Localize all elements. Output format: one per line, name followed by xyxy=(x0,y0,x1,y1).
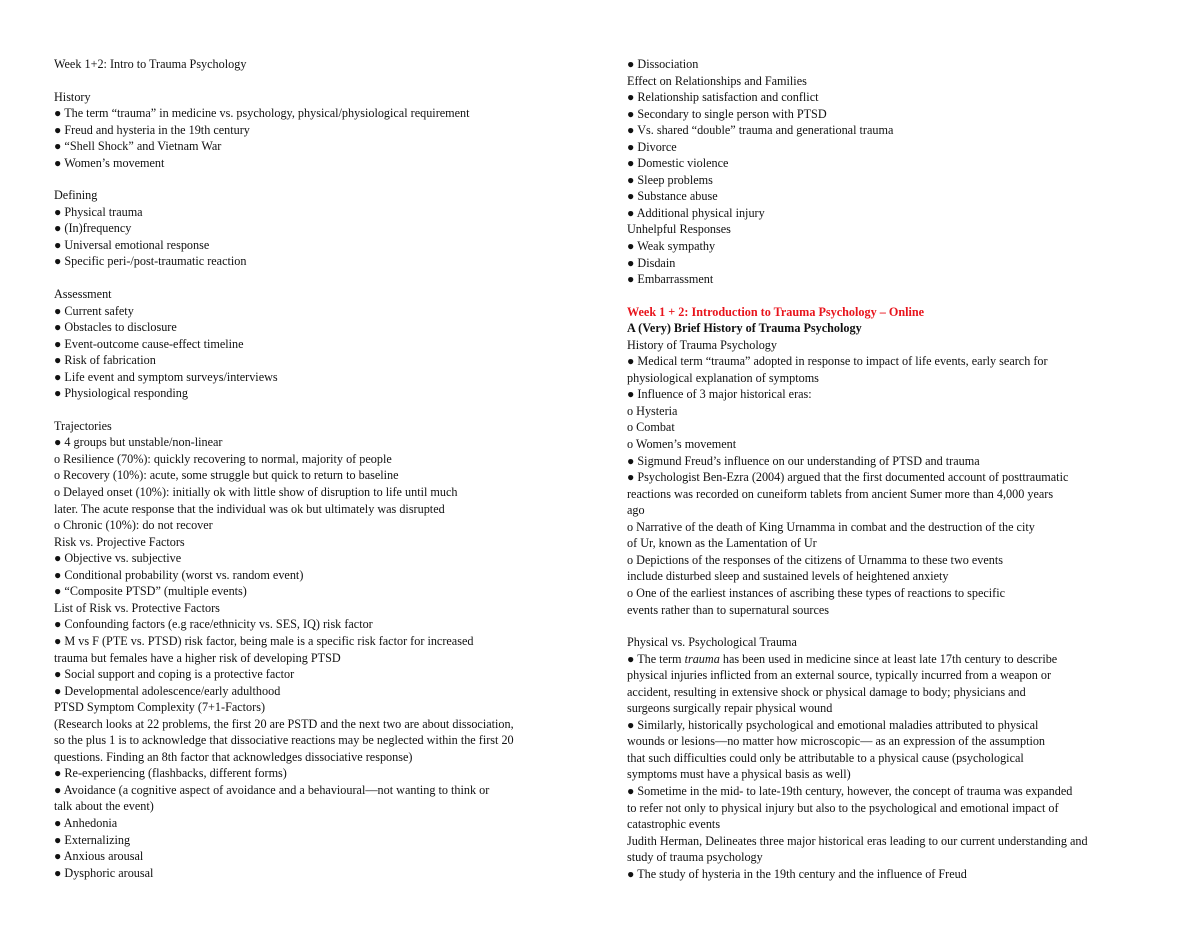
text-line: that such difficulties could only be attributable to a physical cause (psychological xyxy=(627,750,1024,765)
text-line: ● Substance abuse xyxy=(627,189,718,204)
text-line: History xyxy=(54,89,91,104)
text-line: ● Social support and coping is a protective factor xyxy=(54,667,295,682)
text-line: study of trauma psychology xyxy=(627,850,763,865)
text-line: symptoms must have a physical basis as well) xyxy=(627,767,851,782)
text-line: ● Domestic violence xyxy=(627,156,729,171)
text-line: ● The term “trauma” in medicine vs. psychology, physical/physiological requirement xyxy=(54,106,470,121)
text-line: Judith Herman, Delineates three major historical eras leading to our current understanding and xyxy=(627,833,1088,848)
text-line: Defining xyxy=(54,188,98,203)
text-line: ● Universal emotional response xyxy=(54,237,210,252)
text-line: ● “Composite PTSD” (multiple events) xyxy=(54,584,247,599)
text-line: ● Current safety xyxy=(54,303,134,318)
text-line: o Resilience (70%): quickly recovering to normal, majority of people xyxy=(54,451,392,466)
text-line: ● Freud and hysteria in the 19th century xyxy=(54,122,250,137)
text-line: ● Weak sympathy xyxy=(627,239,716,254)
text-line: ● The term trauma has been used in medicine since at least late 17th century to describe xyxy=(627,651,1058,666)
right-column xyxy=(627,56,1157,882)
text-line: ● Additional physical injury xyxy=(627,205,765,220)
text-line: include disturbed sleep and sustained levels of heightened anxiety xyxy=(627,569,949,584)
text-line: o Recovery (10%): acute, some struggle but quick to return to baseline xyxy=(54,468,399,483)
text-line: ● Objective vs. subjective xyxy=(54,551,182,566)
text-line: wounds or lesions—no matter how microscopic— as an expression of the assumption xyxy=(627,734,1046,749)
text-line: Assessment xyxy=(54,287,112,302)
text-line: Unhelpful Responses xyxy=(627,222,731,237)
text-line: ● Life event and symptom surveys/interviews xyxy=(54,369,278,384)
subheading: A (Very) Brief History of Trauma Psychology xyxy=(627,321,862,336)
text-line: later. The acute response that the individual was ok but ultimately was disrupted xyxy=(54,501,445,516)
text-line: ● Anhedonia xyxy=(54,815,118,830)
text-line: ● Psychologist Ben-Ezra (2004) argued that the first documented account of posttraumatic xyxy=(627,470,1069,485)
text-line: questions. Finding an 8th factor that acknowledges dissociative response) xyxy=(54,749,413,764)
text-line: Effect on Relationships and Families xyxy=(627,73,807,88)
left-column xyxy=(54,56,579,881)
text-line: accident, resulting in extensive shock or physical damage to body; physicians and xyxy=(627,684,1026,699)
text-line: ● Divorce xyxy=(627,139,677,154)
blank-line xyxy=(54,402,579,418)
blank-line xyxy=(627,288,1157,304)
text-line: ● Disdain xyxy=(627,255,676,270)
text-line: ● Physiological responding xyxy=(54,386,188,401)
text-line: ● Sigmund Freud’s influence on our understanding of PTSD and trauma xyxy=(627,453,980,468)
text-line: o Chronic (10%): do not recover xyxy=(54,518,213,533)
blank-line xyxy=(54,73,579,89)
text-line: ago xyxy=(627,503,645,518)
text-line: ● Conditional probability (worst vs. random event) xyxy=(54,567,304,582)
text-line: ● “Shell Shock” and Vietnam War xyxy=(54,139,222,154)
text-line: ● Confounding factors (e.g race/ethnicity vs. SES, IQ) risk factor xyxy=(54,617,373,632)
text-line: of Ur, known as the Lamentation of Ur xyxy=(627,536,817,551)
text-line: (Research looks at 22 problems, the first 20 are PSTD and the next two are about dissociation, xyxy=(54,716,514,731)
text-line: ● Women’s movement xyxy=(54,155,165,170)
text-line: ● The study of hysteria in the 19th century and the influence of Freud xyxy=(627,866,967,881)
text-line: ● Event-outcome cause-effect timeline xyxy=(54,336,244,351)
text-line: ● Externalizing xyxy=(54,832,131,847)
text-line: ● Influence of 3 major historical eras: xyxy=(627,387,812,402)
text-line: reactions was recorded on cuneiform tablets from ancient Sumer more than 4,000 years xyxy=(627,486,1054,501)
text-line: talk about the event) xyxy=(54,799,154,814)
text-line: o One of the earliest instances of ascribing these types of reactions to specific xyxy=(627,585,1006,600)
text-line: ● Specific peri-/post-traumatic reaction xyxy=(54,254,247,269)
text-line: ● Re-experiencing (flashbacks, different forms) xyxy=(54,766,287,781)
blank-line xyxy=(54,270,579,286)
text-line: ● Sometime in the mid- to late-19th century, however, the concept of trauma was expanded xyxy=(627,783,1073,798)
text-line: surgeons surgically repair physical wound xyxy=(627,701,833,716)
text-line: so the plus 1 is to acknowledge that dissociative reactions may be neglected within the first 20 xyxy=(54,733,514,748)
text-line: o Hysteria xyxy=(627,403,678,418)
text-line: Week 1+2: Intro to Trauma Psychology xyxy=(54,57,247,71)
text-line: o Narrative of the death of King Urnamma in combat and the destruction of the city xyxy=(627,519,1035,534)
text-line: ● Developmental adolescence/early adulthood xyxy=(54,683,281,698)
text-line: History of Trauma Psychology xyxy=(627,337,777,352)
text-line: ● Embarrassment xyxy=(627,272,714,287)
text-line: ● Risk of fabrication xyxy=(54,353,156,368)
text-line: o Delayed onset (10%): initially ok with little show of disruption to life until much xyxy=(54,485,458,500)
blank-line xyxy=(627,618,1157,634)
text-line: ● Dissociation xyxy=(627,57,699,71)
text-line: events rather than to supernatural sources xyxy=(627,602,830,617)
text-line: physiological explanation of symptoms xyxy=(627,370,819,385)
text-line: ● Secondary to single person with PTSD xyxy=(627,106,827,121)
text-line: ● Obstacles to disclosure xyxy=(54,320,177,335)
text-line: o Depictions of the responses of the citizens of Urnamma to these two events xyxy=(627,552,1004,567)
section-heading: Week 1 + 2: Introduction to Trauma Psychology – Online xyxy=(627,304,925,319)
text-line: ● Similarly, historically psychological and emotional maladies attributed to physical xyxy=(627,717,1039,732)
blank-line xyxy=(54,171,579,187)
text-line: o Combat xyxy=(627,420,675,435)
text-line: physical injuries inflicted from an external source, typically incurred from a weapon or xyxy=(627,668,1052,683)
text-line: ● Physical trauma xyxy=(54,204,143,219)
text-line: ● Sleep problems xyxy=(627,172,713,187)
text-line: PTSD Symptom Complexity (7+1-Factors) xyxy=(54,700,266,715)
text-line: o Women’s movement xyxy=(627,437,737,452)
text-line: trauma but females have a higher risk of developing PTSD xyxy=(54,650,341,665)
text-line: ● Anxious arousal xyxy=(54,849,144,864)
text-line: ● M vs F (PTE vs. PTSD) risk factor, being male is a specific risk factor for increased xyxy=(54,633,474,648)
text-line: catastrophic events xyxy=(627,817,721,832)
text-line: ● Relationship satisfaction and conflict xyxy=(627,90,819,105)
text-line: Risk vs. Projective Factors xyxy=(54,534,185,549)
text-line: ● 4 groups but unstable/non-linear xyxy=(54,435,223,450)
text-line: Trajectories xyxy=(54,418,112,433)
text-line: ● Vs. shared “double” trauma and generational trauma xyxy=(627,123,894,138)
text-line: ● (In)frequency xyxy=(54,221,132,236)
text-line: ● Medical term “trauma” adopted in response to impact of life events, early search for xyxy=(627,354,1048,369)
text-line: to refer not only to physical injury but also to the psychological and emotional impact of xyxy=(627,800,1059,815)
text-line: Physical vs. Psychological Trauma xyxy=(627,635,797,650)
text-line: ● Dysphoric arousal xyxy=(54,865,154,880)
text-line: ● Avoidance (a cognitive aspect of avoidance and a behavioural—not wanting to think or xyxy=(54,782,490,797)
text-line: List of Risk vs. Protective Factors xyxy=(54,600,220,615)
